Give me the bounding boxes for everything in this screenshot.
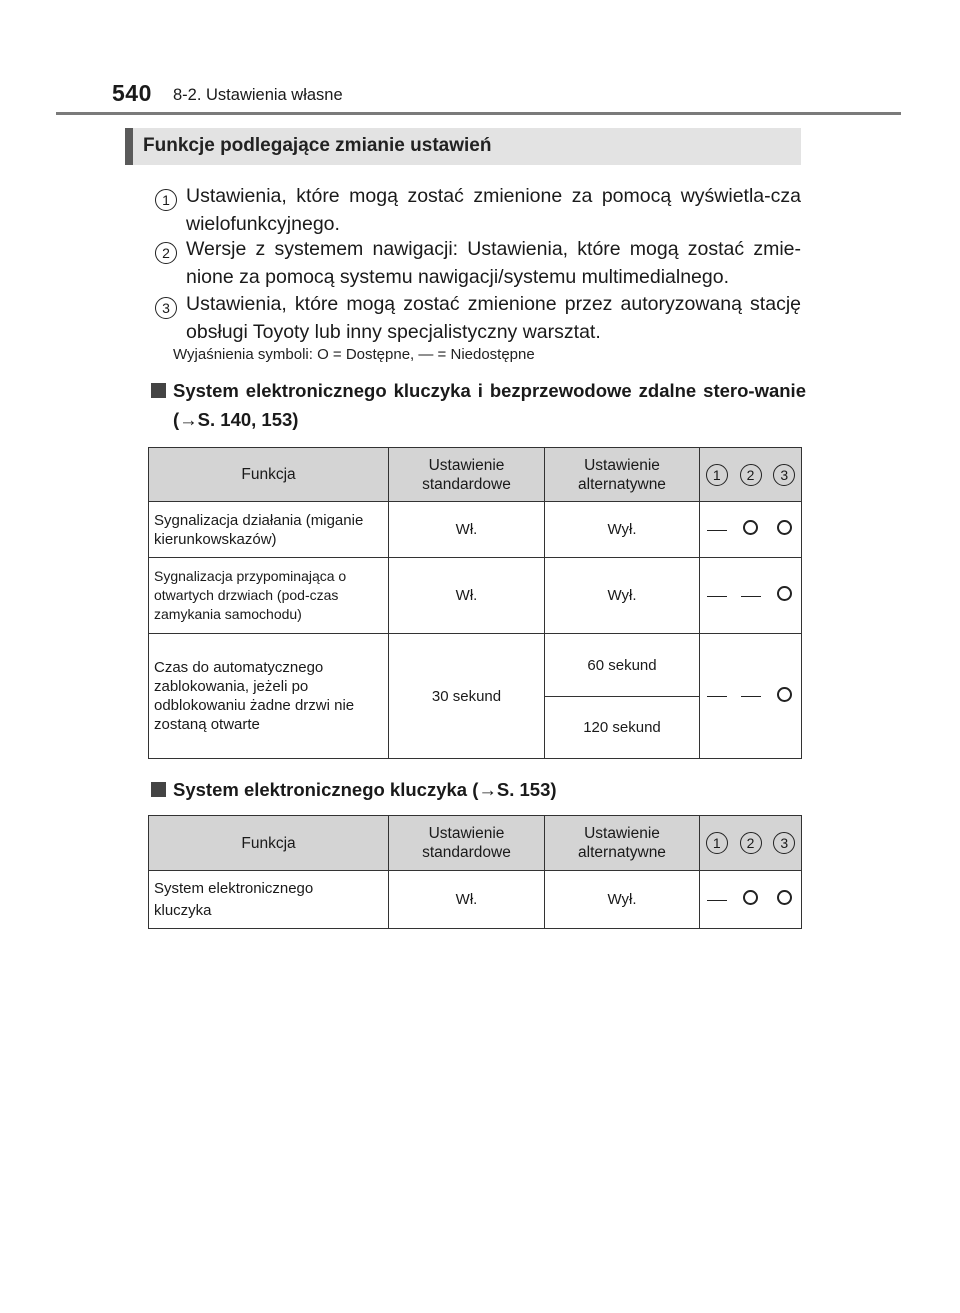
default-cell: Wł. (389, 558, 545, 634)
header-default: Ustawienie standardowe (389, 448, 545, 502)
subsection-title: System elektronicznego kluczyka i bezprzewodowe zdalne stero-wanie (→S. 140, 153) (173, 380, 806, 430)
chapter-title: 8-2. Ustawienia własne (173, 86, 343, 104)
alternative-cell: 60 sekund (545, 634, 700, 697)
function-cell: Sygnalizacja przypominająca o otwartych drzwiach (pod-czas zamykania samochodu) (149, 558, 389, 634)
section-title: Funkcje podlegające zmianie ustawień (143, 135, 492, 156)
subsection-heading-2 (151, 775, 806, 805)
available-circle-icon (777, 890, 792, 905)
symbol-legend: Wyjaśnienia symboli: O = Dostępne, — = Niedostępne (173, 346, 535, 363)
header-divider (56, 112, 901, 115)
subsection-heading-1 (151, 376, 806, 436)
unavailable-dash-icon (707, 596, 727, 597)
item-text: Wersje z systemem nawigacji: Ustawienia, które mogą zostać zmie-nione za pomocą systemu nawigacji/systemu multimedialnego. (186, 238, 801, 288)
bullet-square-icon (151, 383, 166, 398)
column-badge-1: 1 (706, 464, 728, 486)
header-function: Funkcja (149, 448, 389, 502)
header-alternative: Ustawienie alternatywne (545, 448, 700, 502)
unavailable-dash-icon (741, 696, 761, 697)
function-cell: Sygnalizacja działania (miganie kierunkowskazów) (149, 502, 389, 558)
available-circle-icon (777, 520, 792, 535)
column-badge-2: 2 (740, 464, 762, 486)
item-text: Ustawienia, które mogą zostać zmienione za pomocą wyświetla-cza wielofunkcyjnego. (186, 185, 801, 235)
settings-table-2 (148, 815, 802, 929)
alternative-cell: Wył. (545, 558, 700, 634)
list-item (155, 290, 801, 350)
availability-mark-1 (700, 634, 734, 759)
number-badge-3: 3 (155, 297, 177, 319)
availability-mark-2 (734, 502, 768, 558)
default-cell: 30 sekund (389, 634, 545, 759)
section-heading (125, 128, 801, 165)
table-row (149, 502, 802, 558)
settings-table-1 (148, 447, 802, 759)
bullet-square-icon (151, 782, 166, 797)
available-circle-icon (743, 890, 758, 905)
subsection-title: System elektronicznego kluczyka (→S. 153) (173, 779, 557, 800)
availability-mark-2 (734, 634, 768, 759)
section-tab-marker (125, 128, 133, 165)
page-number: 540 (112, 80, 152, 106)
header-alternative: Ustawienie alternatywne (545, 816, 700, 871)
function-cell: System elektronicznego kluczyka (149, 871, 389, 929)
item-text: Ustawienia, które mogą zostać zmienione przez autoryzowaną stację obsługi Toyoty lub inny specjalistyczny warsztat. (186, 293, 801, 343)
number-badge-1: 1 (155, 189, 177, 211)
default-cell: Wł. (389, 502, 545, 558)
availability-mark-2 (734, 871, 768, 929)
default-cell: Wł. (389, 871, 545, 929)
unavailable-dash-icon (707, 696, 727, 697)
header-function: Funkcja (149, 816, 389, 871)
unavailable-dash-icon (707, 530, 727, 531)
available-circle-icon (743, 520, 758, 535)
availability-mark-3 (768, 558, 802, 634)
list-item (155, 182, 801, 242)
column-badge-3: 3 (773, 464, 795, 486)
column-badge-2: 2 (740, 832, 762, 854)
availability-mark-3 (768, 502, 802, 558)
function-cell: Czas do automatycznego zablokowania, jeżeli po odblokowaniu żadne drzwi nie zostaną otwarte (149, 634, 389, 759)
number-badge-2: 2 (155, 242, 177, 264)
available-circle-icon (777, 586, 792, 601)
unavailable-dash-icon (707, 900, 727, 901)
availability-mark-1 (700, 558, 734, 634)
list-item (155, 235, 801, 295)
availability-mark-2 (734, 558, 768, 634)
availability-mark-3 (768, 634, 802, 759)
table-row (149, 558, 802, 634)
table-row (149, 634, 802, 697)
available-circle-icon (777, 687, 792, 702)
unavailable-dash-icon (741, 596, 761, 597)
alternative-cell: Wył. (545, 871, 700, 929)
alternative-cell: Wył. (545, 502, 700, 558)
header-default: Ustawienie standardowe (389, 816, 545, 871)
alternative-cell: 120 sekund (545, 697, 700, 759)
availability-mark-1 (700, 871, 734, 929)
availability-mark-1 (700, 502, 734, 558)
availability-mark-3 (768, 871, 802, 929)
table-row (149, 871, 802, 929)
column-badge-3: 3 (773, 832, 795, 854)
column-badge-1: 1 (706, 832, 728, 854)
